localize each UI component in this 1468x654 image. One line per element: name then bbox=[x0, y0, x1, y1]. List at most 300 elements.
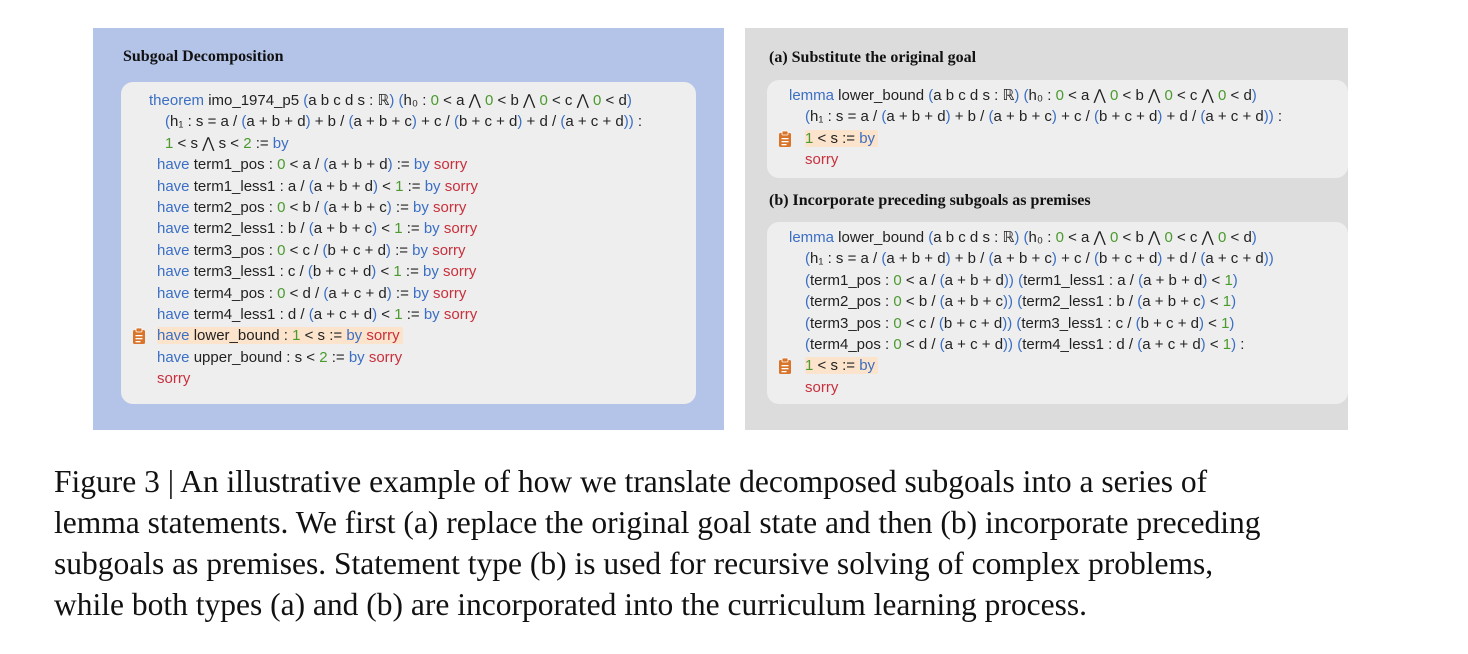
code-token: sorry bbox=[444, 177, 479, 195]
code-token: ( bbox=[308, 220, 314, 238]
code-token: ( bbox=[939, 271, 945, 289]
code-token: term2_pos : bbox=[810, 293, 894, 311]
code-token: ( bbox=[307, 263, 313, 281]
code-line bbox=[149, 111, 696, 132]
code-token: 0 bbox=[539, 92, 548, 109]
code-token: < bbox=[377, 220, 395, 238]
code-token: by bbox=[346, 327, 363, 345]
code-token: ( bbox=[1137, 335, 1143, 353]
code-token: < a / bbox=[901, 271, 940, 289]
code-token: 1 bbox=[1222, 335, 1232, 353]
code-token: := bbox=[402, 305, 424, 323]
code-token: sorry bbox=[443, 305, 478, 323]
code-line bbox=[149, 304, 696, 325]
caption-line: while both types (a) and (b) are incorporated into the curriculum learning process. bbox=[54, 587, 1088, 622]
code-content bbox=[805, 315, 1234, 332]
code-token: term4_pos : bbox=[810, 335, 894, 353]
code-token: term2_less1 : b / bbox=[189, 220, 309, 238]
code-token: ) bbox=[1157, 108, 1163, 126]
code-token: upper_bound : s < bbox=[189, 348, 320, 366]
code-token: by bbox=[348, 348, 365, 366]
code-token: )) bbox=[1002, 314, 1013, 332]
code-token: )) bbox=[623, 113, 634, 131]
code-token: ( bbox=[928, 229, 934, 246]
code-token: 0 bbox=[430, 92, 439, 109]
code-token: < c ⋀ bbox=[547, 92, 594, 109]
code-token: by bbox=[423, 220, 440, 238]
code-token: a + b + d bbox=[328, 156, 388, 174]
code-token: < d / bbox=[901, 335, 940, 353]
lemma-a-code-block bbox=[767, 80, 1348, 178]
code-token: < a ⋀ bbox=[438, 92, 486, 109]
code-content bbox=[157, 370, 190, 387]
code-token: sorry bbox=[443, 263, 477, 281]
code-token: ( bbox=[881, 250, 887, 268]
code-token: < bbox=[377, 305, 395, 323]
code-token: < s := bbox=[813, 129, 860, 147]
code-line bbox=[149, 240, 696, 261]
code-token: a + b + d bbox=[886, 250, 946, 268]
code-token: < d / bbox=[285, 284, 324, 302]
code-token: ( bbox=[398, 92, 404, 109]
code-token: a b c d s : ℝ bbox=[308, 92, 390, 109]
code-token: 0 bbox=[1164, 87, 1173, 104]
code-token: by bbox=[413, 156, 430, 174]
code-line bbox=[789, 291, 1348, 312]
code-token: term3_less1 : c / bbox=[189, 263, 308, 281]
code-token: a + b + c bbox=[993, 108, 1052, 126]
code-line bbox=[789, 270, 1348, 291]
code-token: term4_pos : bbox=[189, 284, 278, 302]
highlighted-subgoal bbox=[805, 130, 878, 147]
code-token: 2 bbox=[319, 348, 328, 366]
code-token: 0 bbox=[1110, 87, 1119, 104]
code-token: 1 bbox=[394, 305, 403, 323]
code-token: sorry bbox=[433, 198, 467, 216]
code-token: a b c d s : ℝ bbox=[933, 87, 1015, 104]
code-token: a + b + c bbox=[313, 220, 373, 238]
code-token: < bbox=[1207, 271, 1225, 289]
code-token: by bbox=[413, 198, 429, 216]
code-token: sorry bbox=[433, 156, 468, 174]
code-token: < b / bbox=[285, 198, 324, 216]
code-token: < c / bbox=[285, 241, 323, 259]
code-token: a + c + d bbox=[313, 305, 373, 323]
code-token: a + b + c bbox=[328, 198, 387, 216]
code-token: ( bbox=[323, 198, 329, 216]
code-content bbox=[789, 87, 1257, 104]
code-line bbox=[149, 325, 696, 346]
code-token: b + c + d bbox=[1099, 250, 1158, 268]
code-token: ( bbox=[1138, 271, 1144, 289]
code-token: sorry bbox=[157, 370, 191, 388]
code-content bbox=[157, 285, 466, 302]
code-token: < c / bbox=[901, 314, 939, 332]
code-line bbox=[789, 128, 1348, 149]
code-token: 1 bbox=[292, 327, 301, 345]
code-token: b + c + d bbox=[459, 113, 518, 131]
code-token: ) bbox=[1198, 314, 1204, 332]
code-line bbox=[789, 355, 1348, 376]
code-token: ( bbox=[1094, 250, 1100, 268]
code-token: a + b + c bbox=[944, 293, 1004, 311]
code-line bbox=[149, 176, 696, 197]
code-token: + d / bbox=[1162, 250, 1201, 268]
code-token: < c ⋀ bbox=[1172, 229, 1219, 246]
code-token: 0 bbox=[1164, 229, 1173, 246]
code-token: have bbox=[157, 156, 190, 174]
caption-line: subgoals as premises. Statement type (b) is used for recursive solving of complex problems, bbox=[54, 546, 1214, 581]
code-content bbox=[805, 272, 1238, 289]
panel-title-b: (b) Incorporate preceding subgoals as premises bbox=[769, 192, 1091, 209]
code-token: ( bbox=[1135, 314, 1141, 332]
code-content bbox=[157, 349, 402, 366]
code-token: := bbox=[251, 134, 273, 152]
code-token: )) bbox=[1003, 335, 1014, 353]
code-token: < b ⋀ bbox=[1118, 87, 1165, 104]
code-token: sorry bbox=[366, 327, 400, 345]
code-token: ( bbox=[805, 335, 810, 353]
code-token: imo_1974_p5 bbox=[204, 92, 304, 109]
code-content bbox=[789, 229, 1257, 246]
code-line bbox=[149, 90, 696, 111]
code-token: a b c d s : ℝ bbox=[933, 229, 1015, 246]
code-token: lemma bbox=[789, 87, 835, 104]
code-token: 1 bbox=[805, 357, 814, 375]
code-token: a + b + c bbox=[1142, 293, 1201, 311]
code-token: ) bbox=[1014, 229, 1020, 246]
code-token: by bbox=[272, 134, 289, 152]
code-token: a + b + c bbox=[353, 113, 412, 131]
highlighted-subgoal bbox=[805, 357, 878, 374]
code-token: ( bbox=[928, 87, 934, 104]
code-content bbox=[157, 242, 466, 259]
code-token: ) bbox=[385, 241, 391, 259]
code-token: h₁ : s = a / bbox=[810, 108, 882, 126]
code-token: := bbox=[403, 177, 425, 195]
code-token: h₁ : s = a / bbox=[170, 113, 242, 131]
code-token: 1 bbox=[805, 129, 814, 147]
code-token: 0 bbox=[1055, 229, 1064, 246]
code-token: ( bbox=[1200, 108, 1206, 126]
code-token: ) bbox=[1051, 250, 1057, 268]
code-content bbox=[805, 108, 1282, 125]
code-line bbox=[789, 149, 1348, 170]
code-token: 0 bbox=[1218, 229, 1227, 246]
code-token: a + b + d bbox=[313, 177, 373, 195]
code-line bbox=[149, 261, 696, 282]
code-line bbox=[789, 227, 1348, 248]
code-token: ( bbox=[165, 113, 170, 131]
code-token: < bbox=[376, 263, 394, 281]
code-token: term2_pos : bbox=[189, 198, 278, 216]
code-token: 1 bbox=[393, 263, 402, 281]
code-line bbox=[789, 248, 1348, 269]
code-token: ( bbox=[322, 241, 328, 259]
code-token: 0 bbox=[1110, 229, 1119, 246]
code-token: + b / bbox=[310, 113, 349, 131]
code-token: by bbox=[412, 241, 429, 259]
code-content bbox=[157, 156, 467, 173]
code-token: b + c + d bbox=[1099, 108, 1158, 126]
code-token: a + c + d bbox=[944, 335, 1004, 353]
code-token: := bbox=[391, 284, 414, 302]
code-content bbox=[157, 199, 466, 216]
code-token: ( bbox=[348, 113, 354, 131]
code-token: + b / bbox=[950, 108, 989, 126]
code-token: ) bbox=[411, 113, 417, 131]
code-token: ( bbox=[1017, 335, 1023, 353]
code-token: h₀ : bbox=[403, 92, 431, 109]
code-token: lower_bound bbox=[834, 229, 929, 246]
code-token: ( bbox=[805, 271, 810, 289]
code-token: ) bbox=[372, 177, 378, 195]
code-token: ) bbox=[389, 92, 395, 109]
code-token: ) bbox=[305, 113, 311, 131]
code-token: < d bbox=[601, 92, 627, 109]
code-content bbox=[805, 151, 838, 168]
code-token: b + c + d bbox=[943, 314, 1003, 332]
code-token: a + c + d bbox=[1142, 335, 1201, 353]
code-token: 0 bbox=[893, 271, 902, 289]
code-token: ) bbox=[371, 263, 377, 281]
code-token: have bbox=[157, 177, 190, 195]
code-token: ( bbox=[308, 305, 314, 323]
code-token: ) bbox=[1051, 108, 1057, 126]
caption-line: lemma statements. We first (a) replace the original goal state and then (b) incorporate preceding bbox=[54, 505, 1261, 540]
code-token: ) bbox=[1232, 271, 1238, 289]
code-token: : bbox=[1273, 108, 1283, 126]
code-token: a + b + d bbox=[944, 271, 1004, 289]
code-content bbox=[157, 220, 477, 237]
code-token: 0 bbox=[277, 241, 286, 259]
code-token: 2 bbox=[243, 134, 252, 152]
code-token: by bbox=[859, 357, 876, 375]
code-line bbox=[149, 197, 696, 218]
code-token: )) bbox=[1003, 293, 1014, 311]
code-token: sorry bbox=[805, 378, 839, 396]
code-token: )) bbox=[1003, 271, 1014, 289]
code-token: 0 bbox=[1055, 87, 1064, 104]
code-token: have bbox=[157, 327, 190, 345]
code-token: a + b + c bbox=[993, 250, 1052, 268]
code-line bbox=[789, 377, 1348, 398]
code-token: + d / bbox=[1162, 108, 1201, 126]
code-token: < d bbox=[1226, 87, 1252, 104]
code-token: ( bbox=[881, 108, 887, 126]
code-token: < bbox=[377, 177, 396, 195]
code-token: ) bbox=[1251, 229, 1257, 246]
code-token: + c / bbox=[1056, 250, 1095, 268]
code-token: sorry bbox=[805, 151, 839, 169]
code-token: ( bbox=[988, 108, 994, 126]
code-token: 0 bbox=[277, 284, 286, 302]
figure-caption bbox=[54, 461, 1434, 625]
code-token: ( bbox=[1018, 271, 1024, 289]
code-token: 0 bbox=[893, 335, 902, 353]
code-token: ( bbox=[939, 293, 945, 311]
code-token: 1 bbox=[394, 220, 403, 238]
code-token: a + c + d bbox=[565, 113, 624, 131]
code-token: ( bbox=[1017, 293, 1023, 311]
code-token: ) bbox=[1251, 87, 1257, 104]
code-token: term1_pos : bbox=[810, 271, 894, 289]
code-token: := bbox=[402, 220, 424, 238]
code-token: have bbox=[157, 348, 190, 366]
code-token: ) bbox=[1202, 271, 1208, 289]
code-token: have bbox=[157, 220, 190, 238]
code-token: lower_bound : bbox=[189, 327, 293, 345]
code-token: + d / bbox=[522, 113, 561, 131]
code-token: < c ⋀ bbox=[1172, 87, 1219, 104]
code-token: ( bbox=[1016, 314, 1022, 332]
code-token: ( bbox=[988, 250, 994, 268]
code-token: by bbox=[413, 284, 429, 302]
code-token: + b / bbox=[950, 250, 989, 268]
lemma-statements-panel bbox=[745, 28, 1348, 430]
code-token: ) bbox=[372, 220, 378, 238]
code-token: by bbox=[423, 305, 440, 323]
code-line bbox=[149, 283, 696, 304]
code-token: ) bbox=[1231, 335, 1237, 353]
code-token: term4_less1 : d / bbox=[1022, 335, 1138, 353]
code-token: ) bbox=[1014, 87, 1020, 104]
code-token: h₁ : s = a / bbox=[810, 250, 882, 268]
clipboard-icon bbox=[778, 130, 792, 148]
code-token: term1_pos : bbox=[189, 156, 278, 174]
code-line bbox=[789, 313, 1348, 334]
code-content bbox=[805, 250, 1274, 267]
code-line bbox=[149, 154, 696, 175]
code-token: have bbox=[157, 263, 190, 281]
code-line bbox=[789, 106, 1348, 127]
code-token: ( bbox=[939, 335, 945, 353]
code-content bbox=[149, 92, 632, 109]
code-token: have bbox=[157, 305, 190, 323]
code-token: 1 bbox=[1222, 293, 1232, 311]
code-token: ( bbox=[1200, 250, 1206, 268]
code-token: ) bbox=[1200, 335, 1206, 353]
code-token: ( bbox=[1023, 229, 1029, 246]
code-token: lemma bbox=[789, 229, 835, 246]
code-token: := bbox=[390, 241, 413, 259]
code-token: := bbox=[327, 348, 349, 366]
theorem-code-block bbox=[121, 82, 696, 404]
code-token: ) bbox=[1200, 293, 1206, 311]
code-content bbox=[805, 293, 1236, 310]
code-token: sorry bbox=[432, 241, 466, 259]
code-token: ( bbox=[323, 284, 329, 302]
code-line bbox=[149, 218, 696, 239]
code-token: 0 bbox=[593, 92, 602, 109]
code-content bbox=[165, 135, 289, 152]
code-token: 0 bbox=[893, 314, 902, 332]
code-token: 0 bbox=[277, 198, 286, 216]
code-token: ) bbox=[945, 250, 951, 268]
code-token: ( bbox=[938, 314, 944, 332]
code-token: )) bbox=[1263, 108, 1274, 126]
code-line bbox=[149, 133, 696, 154]
code-token: < bbox=[1203, 314, 1222, 332]
code-token: 1 bbox=[165, 134, 174, 152]
code-token: term3_pos : bbox=[810, 314, 894, 332]
code-token: by bbox=[423, 263, 439, 281]
code-token: ) bbox=[1231, 293, 1237, 311]
highlighted-subgoal bbox=[157, 327, 403, 344]
code-token: ( bbox=[805, 314, 810, 332]
code-content bbox=[805, 379, 838, 396]
code-token: < bbox=[1205, 293, 1223, 311]
code-token: 1 bbox=[1224, 271, 1233, 289]
code-token: ) bbox=[386, 198, 392, 216]
code-token: ) bbox=[517, 113, 523, 131]
code-token: < a / bbox=[285, 156, 324, 174]
code-token: < b ⋀ bbox=[493, 92, 540, 109]
code-token: : bbox=[1236, 335, 1245, 353]
code-content bbox=[165, 113, 642, 130]
code-token: < s ⋀ s < bbox=[173, 134, 244, 152]
caption-line: Figure 3 | An illustrative example of how we translate decomposed subgoals into a series of bbox=[54, 464, 1208, 499]
clipboard-icon bbox=[132, 327, 146, 345]
code-token: ( bbox=[805, 250, 810, 268]
code-token: ) bbox=[626, 92, 632, 109]
code-token: ( bbox=[454, 113, 460, 131]
code-token: ( bbox=[323, 156, 329, 174]
code-token: < bbox=[1205, 335, 1223, 353]
code-token: 0 bbox=[277, 156, 286, 174]
code-content bbox=[157, 263, 476, 280]
code-token: a + c + d bbox=[328, 284, 387, 302]
code-token: := bbox=[401, 263, 423, 281]
code-token: ) bbox=[387, 156, 393, 174]
code-line bbox=[149, 368, 696, 389]
code-token: a + b + d bbox=[1143, 271, 1203, 289]
code-line bbox=[149, 347, 696, 368]
code-token: + c / bbox=[416, 113, 455, 131]
code-token: 1 bbox=[1221, 314, 1230, 332]
code-token: < s := bbox=[813, 357, 860, 375]
code-token: ( bbox=[303, 92, 309, 109]
code-token: a + b + d bbox=[246, 113, 306, 131]
code-token: b + c + d bbox=[1140, 314, 1199, 332]
subgoal-decomposition-panel bbox=[93, 28, 724, 430]
code-token: 0 bbox=[485, 92, 494, 109]
code-token: ( bbox=[560, 113, 566, 131]
code-token: a + b + d bbox=[886, 108, 946, 126]
code-token: ( bbox=[308, 177, 314, 195]
code-token: ( bbox=[1137, 293, 1143, 311]
panel-title: Subgoal Decomposition bbox=[123, 48, 284, 65]
code-token: theorem bbox=[149, 92, 205, 109]
code-token: 0 bbox=[1218, 87, 1227, 104]
code-token: ( bbox=[241, 113, 247, 131]
code-token: ( bbox=[1023, 87, 1029, 104]
clipboard-icon bbox=[778, 357, 792, 375]
code-token: term3_less1 : c / bbox=[1021, 314, 1136, 332]
code-token: term4_less1 : d / bbox=[189, 305, 309, 323]
code-token: ( bbox=[1094, 108, 1100, 126]
code-token: term3_pos : bbox=[189, 241, 278, 259]
code-token: < s := bbox=[300, 327, 347, 345]
code-token: h₀ : bbox=[1028, 87, 1056, 104]
code-token: < d bbox=[1226, 229, 1252, 246]
code-token: sorry bbox=[443, 220, 478, 238]
code-token: b + c + d bbox=[312, 263, 372, 281]
code-token: have bbox=[157, 241, 190, 259]
code-token: lower_bound bbox=[834, 87, 929, 104]
code-token: by bbox=[424, 177, 441, 195]
code-token: )) bbox=[1263, 250, 1274, 268]
